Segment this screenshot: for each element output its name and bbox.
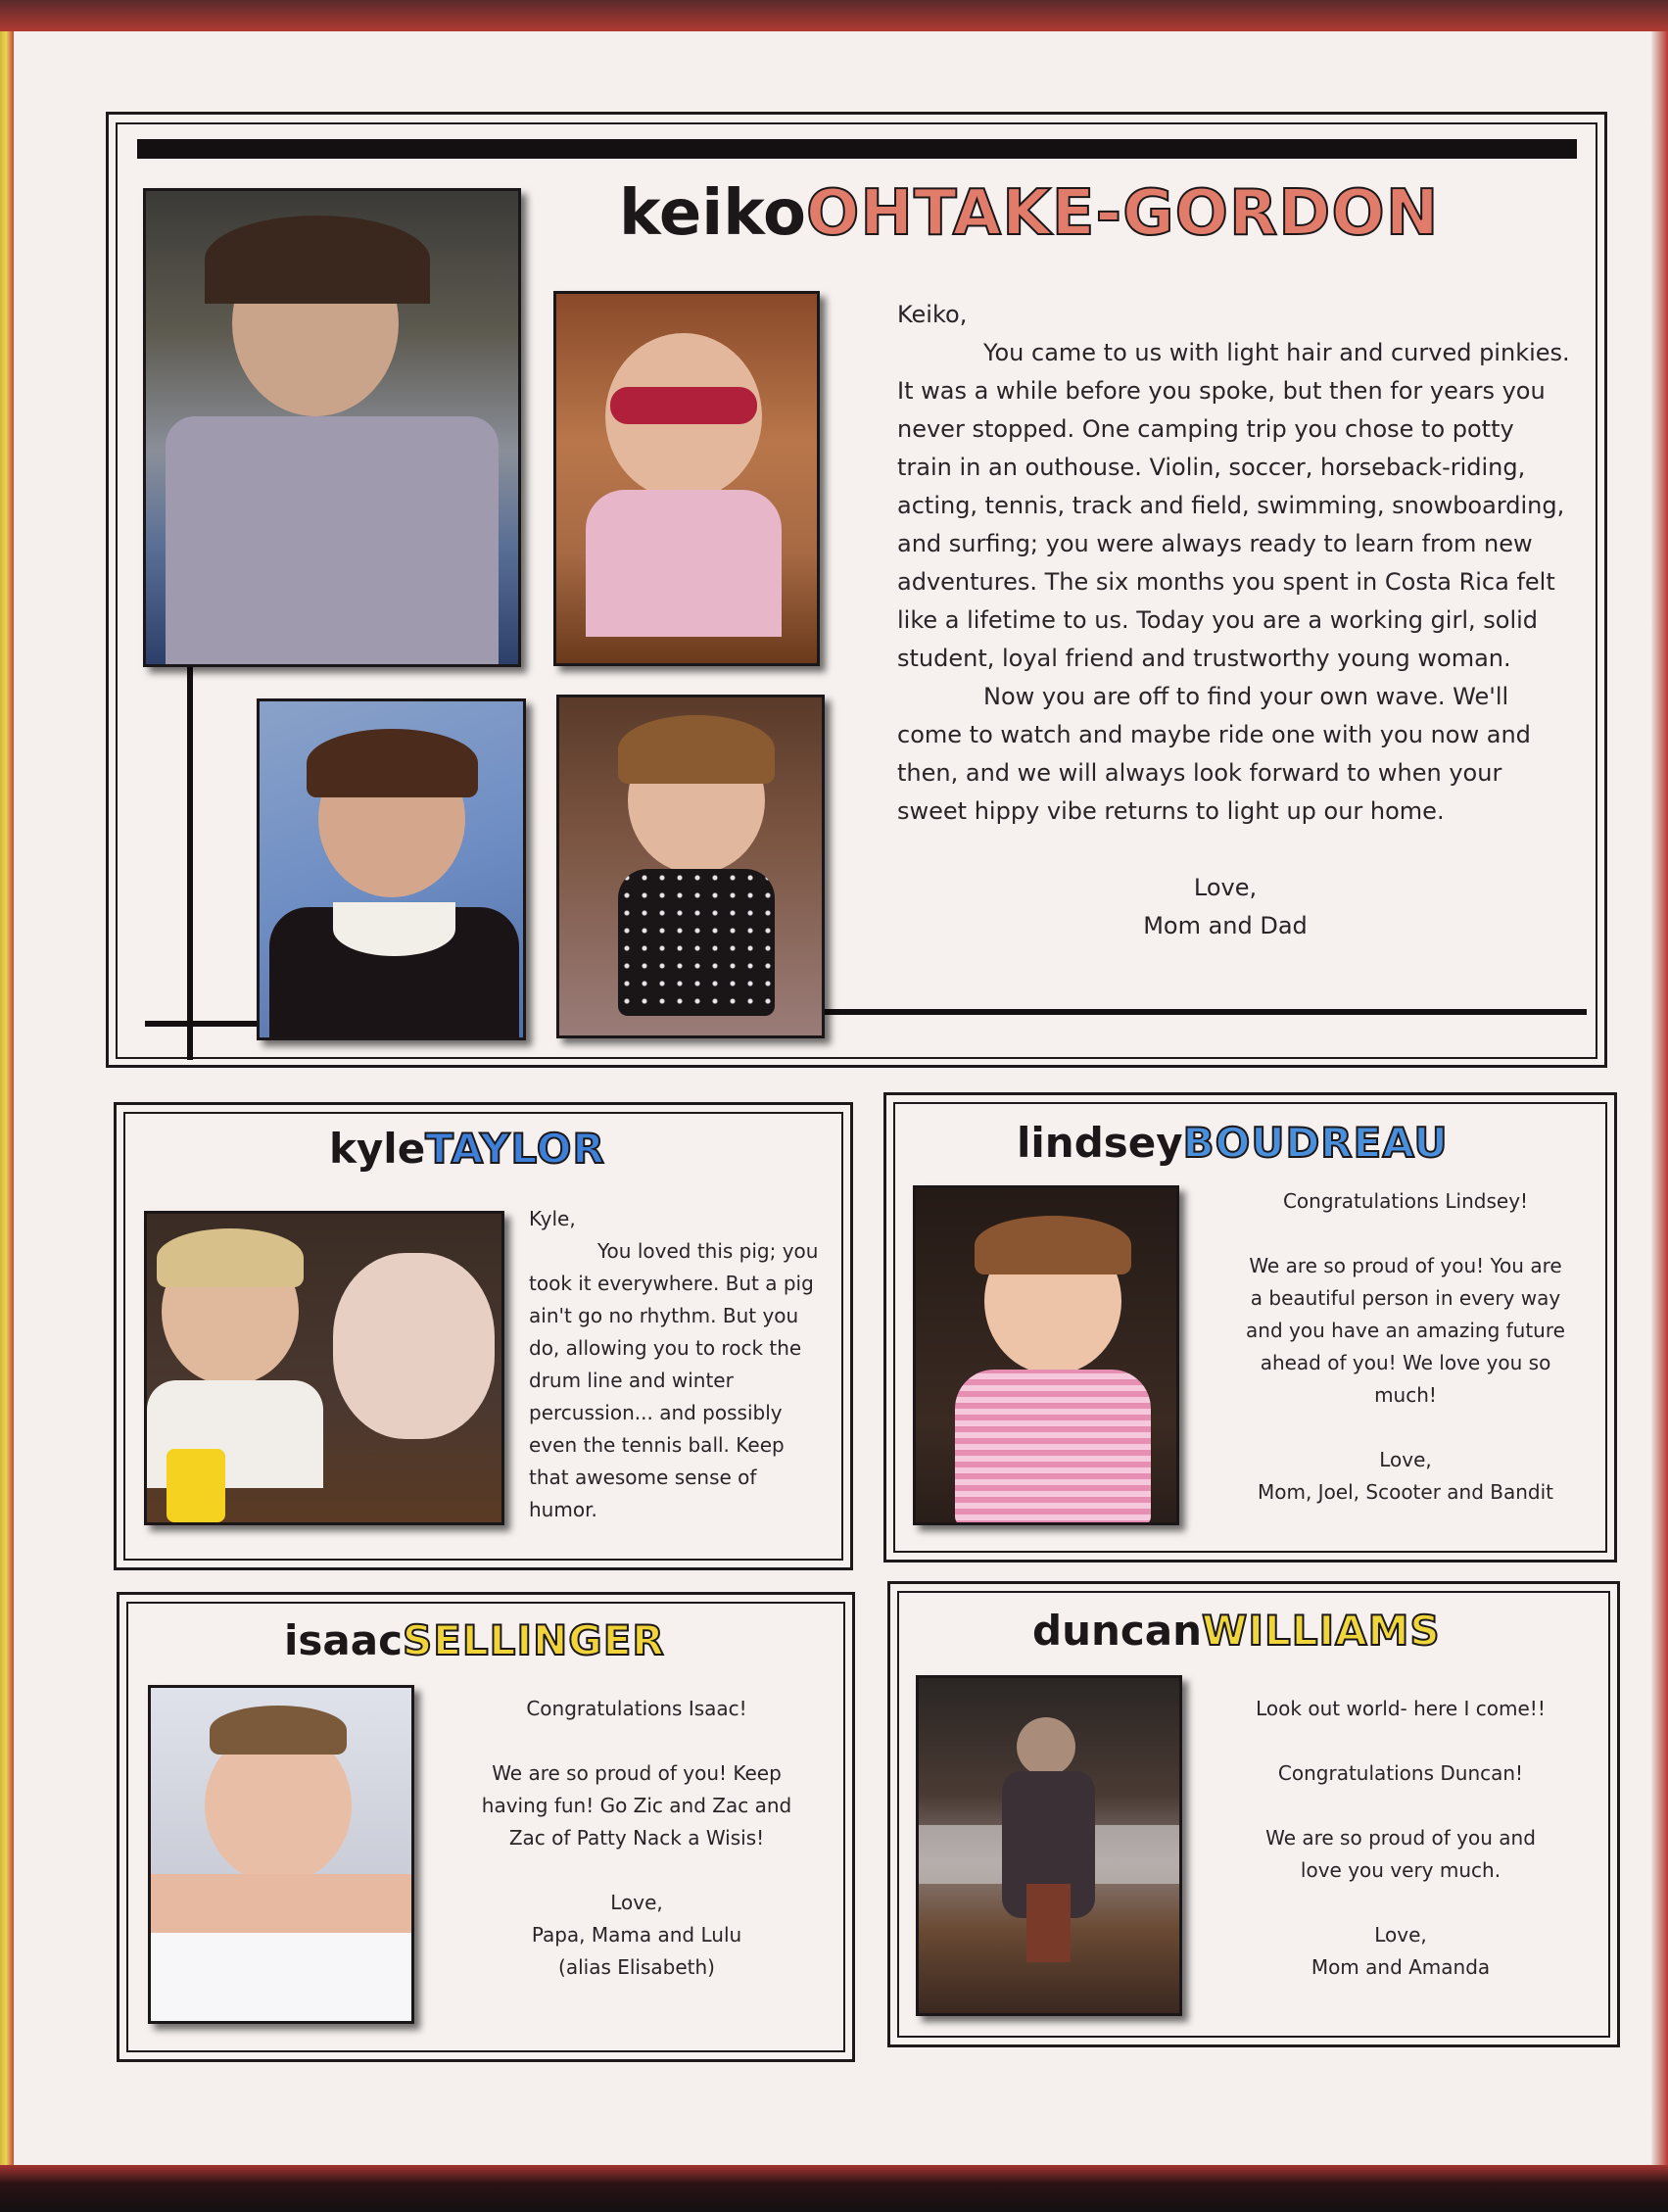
lindsey-line-2: We are so proud of you! You are a beautiful person in every way and you have an amazing future ahead of you! We love you so much! (1246, 1254, 1565, 1407)
yellow-cup (167, 1449, 225, 1522)
last-name: SELLINGER (402, 1616, 665, 1664)
girl-pink-overalls-photo (913, 1185, 1179, 1525)
first-name: lindsey (1017, 1119, 1183, 1167)
main-signature: Mom and Dad (1143, 912, 1308, 939)
main-bottom-rule-left (145, 1021, 262, 1027)
right-page-edge (1651, 31, 1668, 2165)
spiky-hair (210, 1706, 347, 1755)
main-vertical-rule (187, 666, 193, 1060)
lindsey-name-heading (1017, 1119, 1449, 1167)
last-name: BOUDREAU (1182, 1119, 1449, 1167)
lindsey-line-1: Congratulations Lindsey! (1282, 1189, 1529, 1213)
school-hair (307, 729, 478, 797)
duncan-head (1017, 1717, 1075, 1776)
lindsey-signature: Mom, Joel, Scooter and Bandit (1257, 1480, 1554, 1504)
last-name: TAYLOR (425, 1125, 605, 1173)
baby-spiky-hair-photo (148, 1685, 414, 2024)
toddler-polka-dot-photo (556, 695, 825, 1038)
first-name: keiko (619, 177, 806, 250)
duncan-closing: Love, (1374, 1923, 1427, 1947)
boy-hair (157, 1228, 304, 1287)
duncan-letter (1224, 1693, 1577, 1984)
kyle-name-heading (329, 1125, 605, 1173)
top-page-edge (0, 0, 1668, 31)
main-paragraph-1: You came to us with light hair and curved pinkies. It was a while before you spoke, but then for years you never stopped. One camping trip you chose to potty train in an outhouse. Violin, soccer, horseback-riding, acting, tennis, track and field, swimming, snowboarding, and surfing; you were always ready to learn from new adventures. The six months you spent in Costa Rica felt like a lifetime to us. Today you are a working girl, solid student, loyal friend and trustworthy young woman. (897, 339, 1570, 672)
lindsey-closing: Love, (1379, 1448, 1432, 1471)
toddler-sunglasses-photo (553, 291, 820, 666)
school-portrait-photo (257, 698, 526, 1040)
portrait-shirt (166, 416, 499, 667)
main-salutation: Keiko, (897, 301, 968, 328)
main-name-heading (619, 177, 1440, 250)
isaac-line-2: We are so proud of you! Keep having fun! Go Zic and Zac and Zac of Patty Nack a Wisis! (481, 1761, 792, 1850)
boy-with-pig-photo (144, 1211, 504, 1525)
stuffed-pig (333, 1253, 495, 1439)
duncan-line-2: Congratulations Duncan! (1277, 1761, 1524, 1785)
isaac-signature: Papa, Mama and Lulu (531, 1923, 742, 1947)
polka-hair (618, 715, 775, 784)
lace-collar (333, 902, 455, 956)
duncan-signature: Mom and Amanda (1311, 1955, 1491, 1979)
isaac-signature-alias: (alias Elisabeth) (558, 1955, 715, 1979)
duncan-name-heading (1032, 1607, 1441, 1655)
first-name: isaac (284, 1616, 403, 1664)
isaac-line-1: Congratulations Isaac! (526, 1697, 747, 1720)
kyle-message: You loved this pig; you took it everywhere. But a pig ain't go no rhythm. But you do, allowing you to rock the drum line and winter percussion... and possibly even the tennis ball. Keep that awesome sense of humor. (529, 1239, 819, 1521)
sunglasses (610, 387, 757, 424)
duncan-line-3: We are so proud of you and love you very much. (1265, 1826, 1536, 1882)
lindsey-hair (975, 1216, 1131, 1274)
isaac-letter (455, 1693, 818, 1984)
portrait-hair (205, 216, 430, 304)
kyle-salutation: Kyle, (529, 1207, 576, 1230)
main-bottom-rule-right (813, 1009, 1587, 1015)
isaac-closing: Love, (610, 1891, 663, 1914)
left-page-edge (0, 31, 14, 2165)
isaac-name-heading (284, 1616, 665, 1664)
last-name: OHTAKE-GORDON (806, 177, 1440, 250)
bottom-page-edge (0, 2165, 1668, 2212)
main-closing: Love, (1193, 874, 1258, 901)
main-paragraph-2: Now you are off to find your own wave. We'll come to watch and maybe ride one with you now and then, and we will always look forward to when your sweet hippy vibe returns to light up our home. (897, 683, 1531, 825)
duncan-line-1: Look out world- here I come!! (1256, 1697, 1546, 1720)
last-name: WILLIAMS (1202, 1607, 1441, 1655)
main-top-rule (137, 139, 1577, 159)
child-outdoors-snow-photo (916, 1675, 1182, 2016)
red-toy (1026, 1884, 1071, 1962)
main-letter (897, 296, 1573, 945)
first-name: kyle (329, 1125, 426, 1173)
senior-portrait-photo (143, 188, 521, 667)
kyle-letter (529, 1203, 823, 1526)
first-name: duncan (1032, 1607, 1203, 1655)
lindsey-letter (1219, 1185, 1592, 1509)
white-blanket (151, 1933, 414, 2024)
pink-shirt (586, 490, 782, 637)
polka-dot-dress (618, 869, 775, 1016)
pink-overalls (955, 1370, 1151, 1525)
